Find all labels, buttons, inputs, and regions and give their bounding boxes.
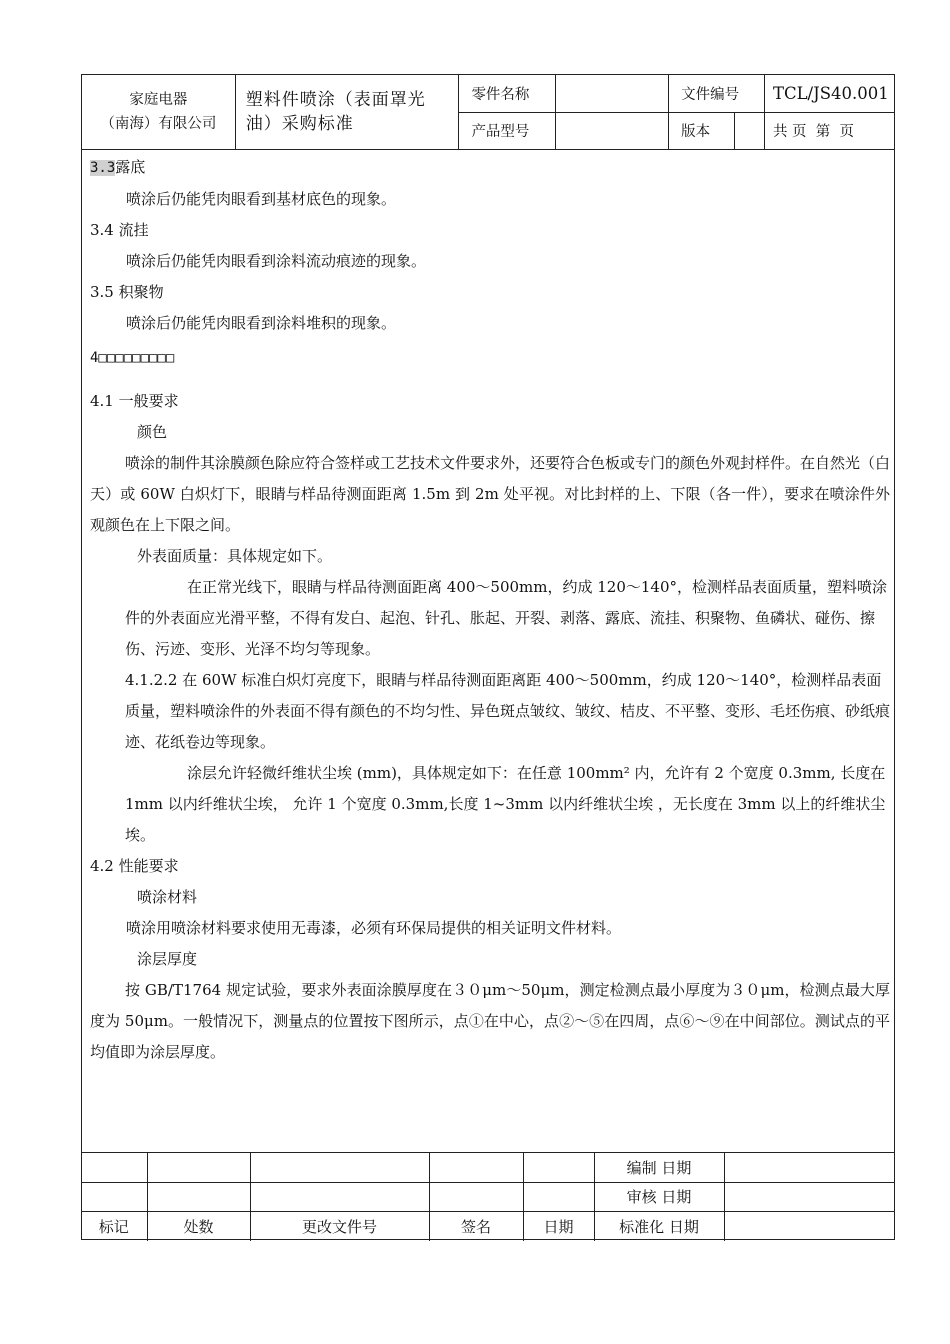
section-3-4-heading: 3.4 流挂 [90,221,149,239]
color-paragraph: 喷涂的制件其涂膜颜色除应符合签样或工艺技术文件要求外，还要符合色板或专门的颜色外观封样件。在自然光（白天）或 60W 白炽灯下，眼睛与样品待测面距离 1.5m 到 2m 处平视。对比封样的上、下限（各一件），要求在喷涂件外观颜色在上下限之间。 [90,454,891,534]
footer-empty-cell [429,1153,523,1183]
section-4-heading: 4□□□□□□□□□ [90,350,175,366]
change-doc-label: 更改文件号 [250,1212,429,1241]
version-value [735,112,765,150]
section-3-3-text: 喷涂后仍能凭肉眼看到基材底色的现象。 [126,190,397,208]
prepared-date-value [724,1153,895,1183]
surface-quality-paragraph-1: 在正常光线下，眼睛与样品待测面距离 400～500mm，约成 120～140°，检测样品表面质量，塑料喷涂件的外表面应光滑平整，不得有发白、起泡、针孔、胀起、开裂、剥落、露底、流挂、积聚物、鱼磷状、碰伤、擦伤、污迹、变形、光泽不均匀等现象。 [125,578,888,658]
model-value [556,112,669,150]
material-heading: 喷涂材料 [137,888,198,906]
section-3-4-text: 喷涂后仍能凭肉眼看到涂料流动痕迹的现象。 [126,252,427,270]
section-3-3-heading [90,152,890,184]
footer-empty-cell [147,1153,250,1183]
surface-quality-paragraph-3: 涂层允许轻微纤维状尘埃 (mm)，具体规定如下：在任意 100mm² 内，允许有 2 个宽度 0.3mm, 长度在 1mm 以内纤维状尘埃， 允许 1 个宽度 0.3mm,长度 1~3mm 以内纤维状尘埃 ，无长度在 3mm 以上的纤维状尘埃。 [125,764,886,844]
section-3-5-heading: 3.5 积聚物 [90,283,164,301]
company-line1: 家庭电器 [129,92,188,108]
doc-no-label: 文件编号 [669,75,765,113]
doc-title-line2: 油）采购标准 [245,114,354,134]
pages-label: 共 页 第 页 [764,112,894,150]
date-label: 日期 [523,1212,594,1241]
version-label: 版本 [669,112,735,150]
footer-empty-cell [81,1153,147,1183]
footer-empty-cell [250,1153,429,1183]
signature-label: 签名 [429,1212,523,1241]
section-number: 3.3 [90,160,116,176]
footer-empty-cell [429,1182,523,1212]
standardized-date-value [724,1212,895,1241]
prepared-date-label: 编制 日期 [594,1153,724,1183]
footer-empty-cell [81,1182,147,1212]
reviewed-date-label: 审核 日期 [594,1182,724,1212]
footer-revision-table [81,1152,895,1241]
surface-quality-heading: 外表面质量：具体规定如下。 [137,547,333,565]
model-label: 产品型号 [459,112,556,150]
section-4-1-heading: 4.1 一般要求 [90,392,179,410]
reviewed-date-value [724,1182,895,1212]
material-paragraph: 喷涂用喷涂材料要求使用无毒漆，必须有环保局提供的相关证明文件材料。 [126,919,622,937]
section-4-2-heading: 4.2 性能要求 [90,857,179,875]
mark-label: 标记 [81,1212,147,1241]
section-3-5-text: 喷涂后仍能凭肉眼看到涂料堆积的现象。 [126,314,397,332]
footer-empty-cell [523,1182,594,1212]
part-name-label: 零件名称 [459,75,556,113]
footer-empty-cell [523,1153,594,1183]
company-name-cell [82,75,236,150]
part-name-value [556,75,669,113]
company-line2: （南海）有限公司 [100,116,217,132]
standardized-date-label: 标准化 日期 [594,1212,724,1241]
doc-no-value: TCL/JS40.001 [764,75,894,113]
color-heading: 颜色 [137,423,168,441]
header-table [81,74,895,150]
thickness-heading: 涂层厚度 [137,950,198,968]
section-title: 露底 [115,158,146,176]
document-body [90,152,890,1068]
doc-title-cell [235,75,459,150]
surface-quality-paragraph-2: 4.1.2.2 在 60W 标准白炽灯亮度下，眼睛与样品待测面距离距 400～500mm，约成 120～140°，检测样品表面质量，塑料喷涂件的外表面不得有颜色的不均匀性、异色斑点皱纹、皱纹、桔皮、不平整、变形、毛坯伤痕、砂纸痕迹、花纸卷边等现象。 [125,671,891,751]
thickness-paragraph: 按 GB/T1764 规定试验，要求外表面涂膜厚度在３０μm～50μm，测定检测点最小厚度为３０μm，检测点最大厚度为 50μm。一般情况下，测量点的位置按下图所示，点①在中心，点②～⑤在四周，点⑥～⑨在中间部位。测试点的平均值即为涂层厚度。 [90,981,890,1061]
footer-empty-cell [250,1182,429,1212]
doc-title-line1: 塑料件喷涂（表面罩光 [245,90,426,110]
footer-empty-cell [147,1182,250,1212]
places-label: 处数 [147,1212,250,1241]
